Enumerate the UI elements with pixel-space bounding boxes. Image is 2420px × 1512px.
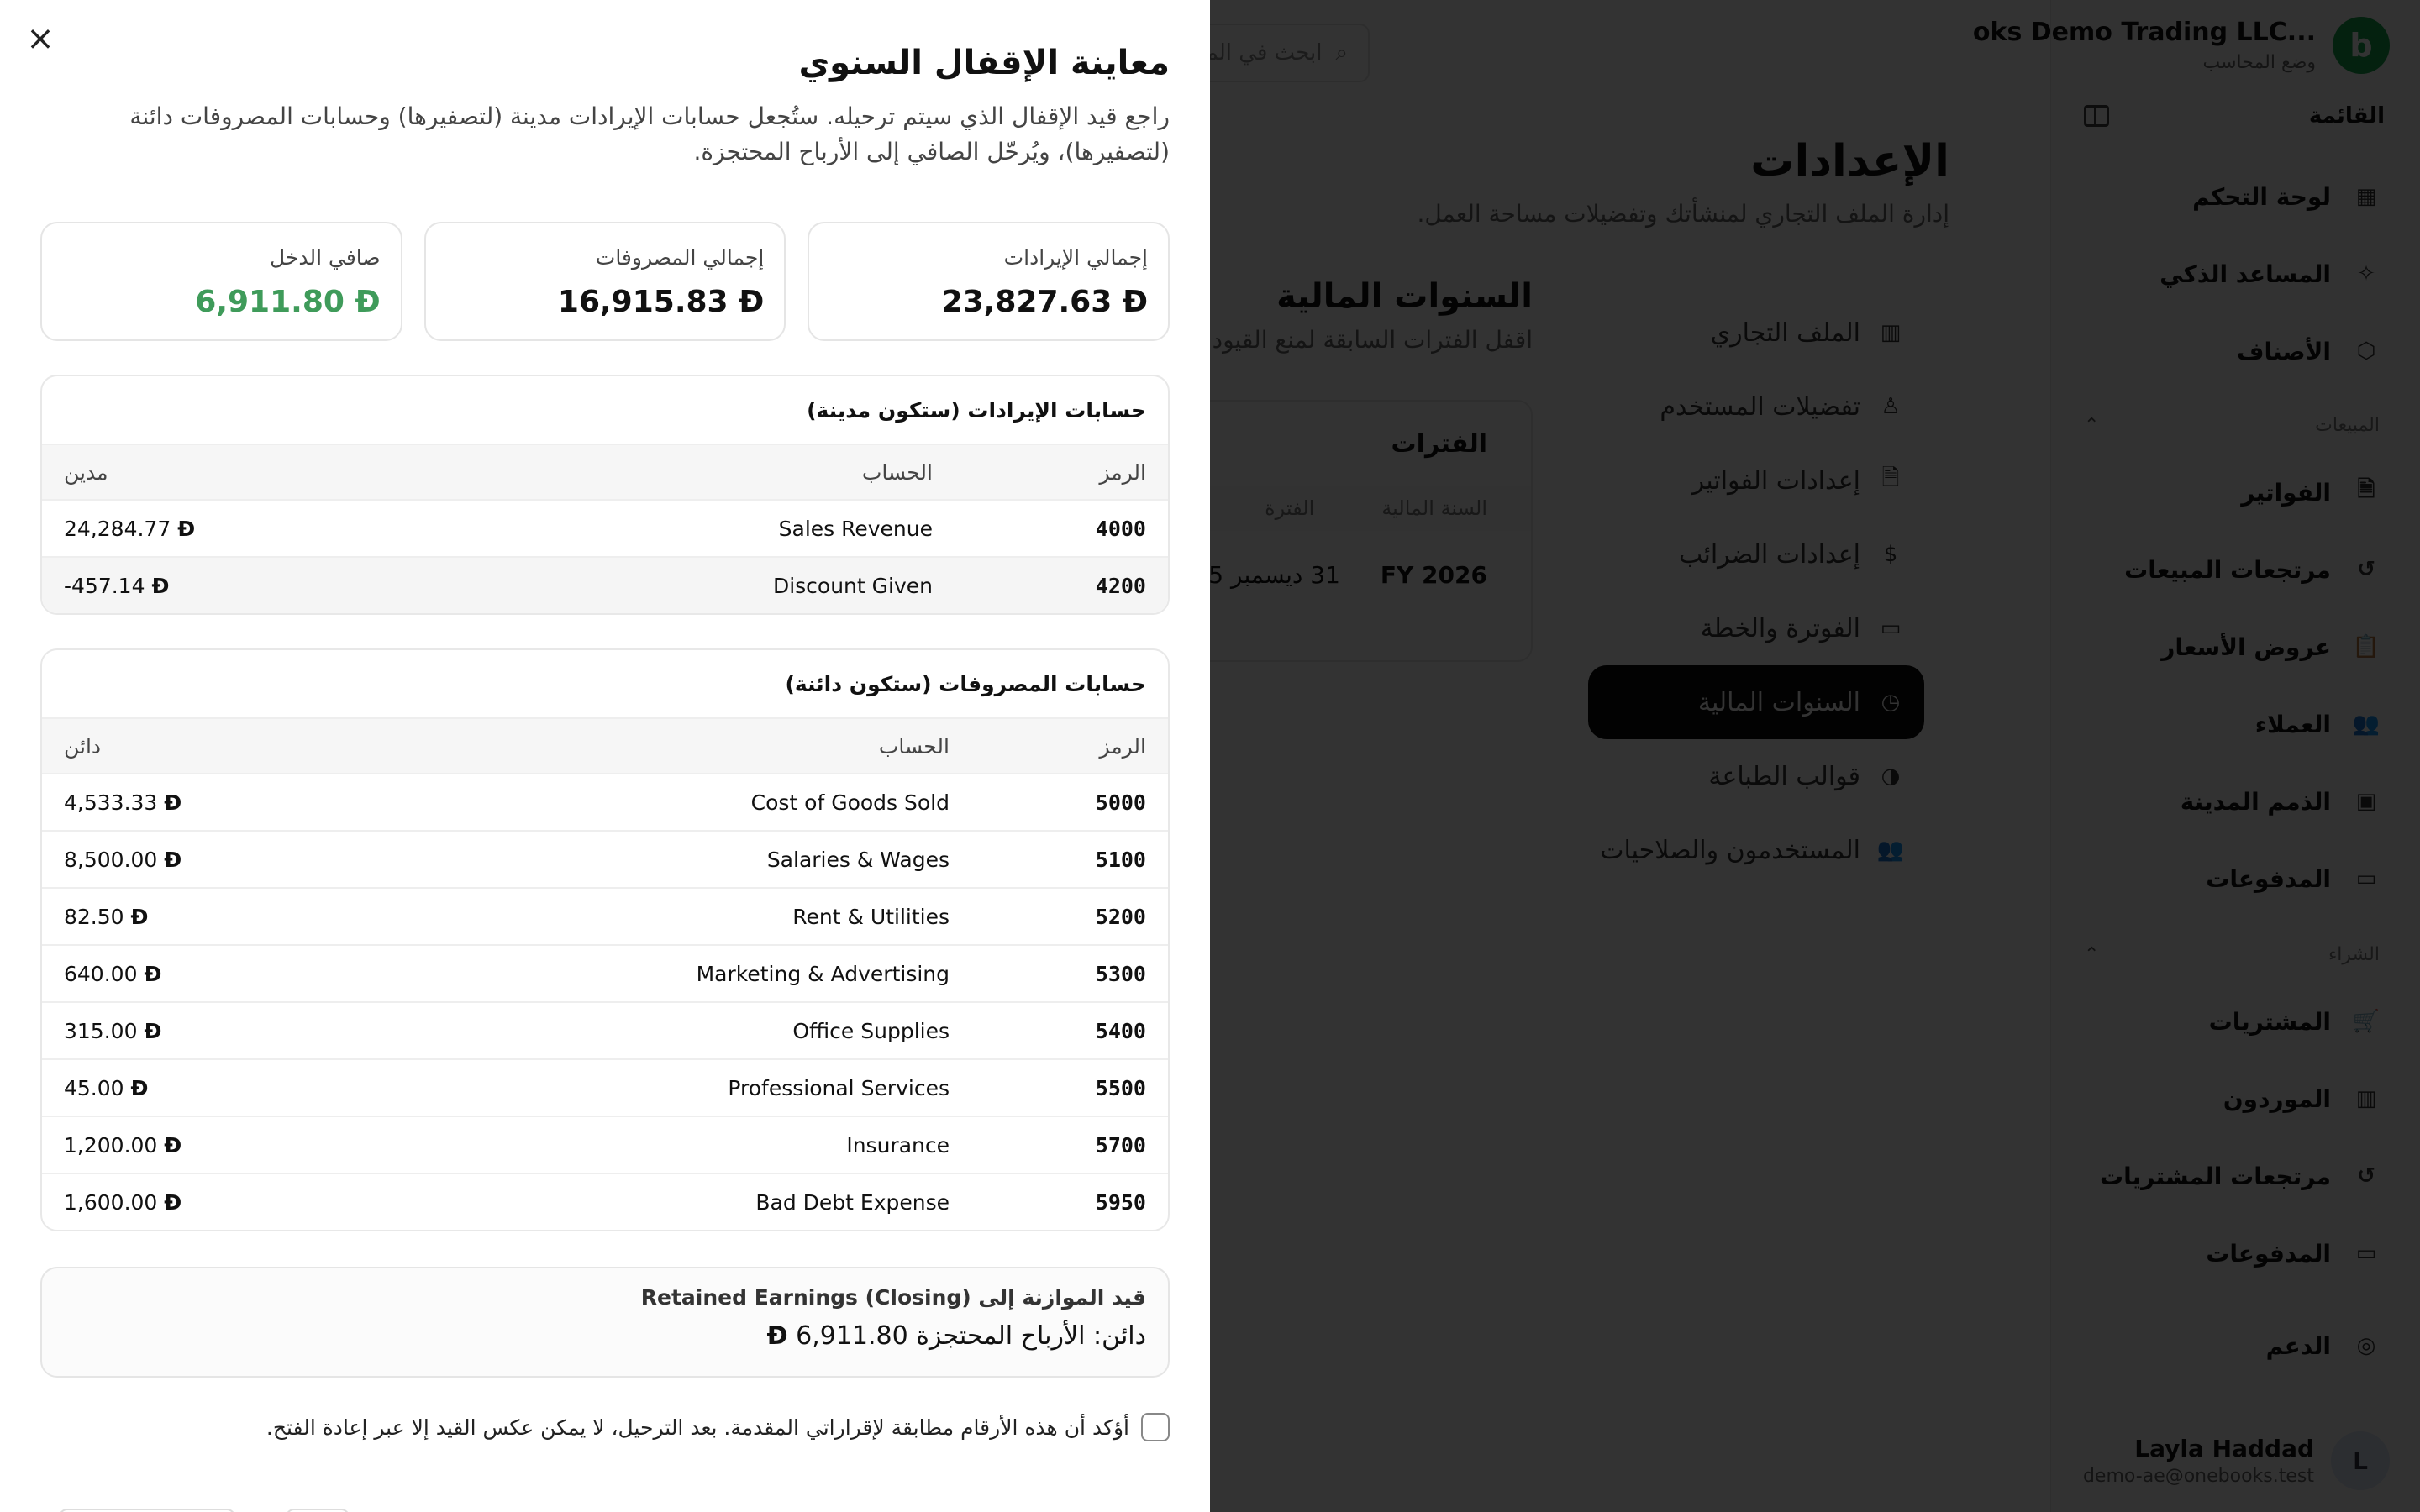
- currency-icon: Đ: [739, 285, 765, 319]
- account-code: 5100: [1095, 847, 1146, 872]
- balancing-entry-label: دائن: الأرباح المحتجزة: [916, 1321, 1146, 1351]
- header-amount: مدين: [64, 459, 108, 485]
- stat-card: [808, 222, 1170, 341]
- account-code: 5400: [1095, 1018, 1146, 1043]
- currency-icon: Đ: [1122, 285, 1148, 319]
- summary-stats: [40, 222, 1170, 341]
- account-name: Marketing & Advertising: [696, 961, 950, 986]
- amount-value: 640.00: [64, 961, 138, 986]
- account-code: 5200: [1095, 904, 1146, 929]
- account-name: Office Supplies: [792, 1018, 950, 1043]
- account-amount: [42, 574, 445, 598]
- account-code: 5300: [1095, 961, 1146, 986]
- amount-value: 45.00: [64, 1075, 124, 1100]
- account-amount: [42, 1190, 445, 1215]
- stat-value: [829, 285, 1148, 319]
- table-row: [42, 887, 1168, 944]
- table-title: حسابات المصروفات (ستكون دائنة): [42, 650, 1168, 719]
- table-header-row: [42, 719, 1168, 773]
- currency-icon: Đ: [164, 1132, 182, 1158]
- stat-card: [424, 222, 786, 341]
- balancing-entry-amount: Đ 6,911.80: [766, 1321, 908, 1351]
- header-code: الرمز: [1099, 733, 1146, 759]
- stat-amount: 6,911.80: [195, 285, 345, 319]
- account-amount: [42, 848, 445, 872]
- amount-value: 24,284.77: [64, 516, 171, 541]
- table-row: [42, 1173, 1168, 1230]
- balancing-entry-title: قيد الموازنة إلى Retained Earnings (Closing): [640, 1285, 1146, 1310]
- table-header-row: [42, 445, 1168, 499]
- account-amount: [42, 1076, 445, 1100]
- currency-icon: Đ: [130, 904, 149, 929]
- balancing-entry: [40, 1267, 1170, 1378]
- confirm-checkbox[interactable]: [1141, 1413, 1170, 1441]
- account-name: Salaries & Wages: [766, 847, 950, 872]
- amount-value: 82.50: [64, 904, 124, 929]
- account-code: 5500: [1095, 1075, 1146, 1100]
- table-row: [42, 499, 1168, 556]
- currency-icon: Đ: [766, 1321, 788, 1351]
- expense-accounts-table: [40, 648, 1170, 1231]
- header-amount: دائن: [64, 733, 102, 759]
- currency-icon: Đ: [144, 1018, 162, 1043]
- account-name: Cost of Goods Sold: [750, 790, 950, 815]
- header-account: الحساب: [861, 459, 933, 485]
- account-code: 4000: [1095, 516, 1146, 541]
- account-name: Bad Debt Expense: [755, 1189, 950, 1215]
- table-row: [42, 556, 1168, 613]
- confirm-text: أؤكد أن هذه الأرقام مطابقة لإقراراتي المقدمة. بعد الترحيل، لا يمكن عكس القيد إلا عبر إعادة الفتح.: [266, 1415, 1129, 1440]
- amount-value: 1,600.00: [64, 1189, 158, 1215]
- amount-value: 315.00: [64, 1018, 138, 1043]
- account-amount: [42, 1133, 445, 1158]
- modal-overlay[interactable]: [1210, 0, 2420, 1512]
- table-row: [42, 830, 1168, 887]
- dialog-title: معاينة الإقفال السنوي: [798, 44, 1170, 82]
- stat-card: [40, 222, 402, 341]
- account-amount: [42, 790, 445, 815]
- table-row: [42, 944, 1168, 1001]
- header-account: الحساب: [878, 733, 950, 759]
- account-amount: [42, 905, 445, 929]
- currency-icon: Đ: [164, 847, 182, 872]
- amount-value: 1,200.00: [64, 1132, 158, 1158]
- amount-value: 4,533.33: [64, 790, 158, 815]
- cancel-button[interactable]: [286, 1509, 350, 1512]
- account-code: 5950: [1095, 1189, 1146, 1215]
- account-name: Sales Revenue: [778, 516, 933, 541]
- post-button[interactable]: [59, 1509, 235, 1512]
- currency-icon: Đ: [151, 573, 170, 598]
- table-title: حسابات الإيرادات (ستكون مدينة): [42, 376, 1168, 445]
- currency-icon: Đ: [130, 1075, 149, 1100]
- balancing-entry-line: [64, 1321, 1146, 1351]
- confirm-checkbox-row[interactable]: [266, 1413, 1170, 1441]
- amount-value: 8,500.00: [64, 847, 158, 872]
- dialog-description: راجع قيد الإقفال الذي سيتم ترحيله. ستُجعل حسابات الإيرادات مدينة (لتصفيرها) وحسابات المصروفات دائنة (لتصفيرها)، ويُرحّل الصافي إلى الأرباح المحتجزة.: [129, 102, 1170, 165]
- account-amount: [42, 517, 445, 541]
- stat-label: إجمالي الإيرادات: [1003, 245, 1148, 270]
- stat-value: [62, 285, 381, 319]
- table-row: [42, 773, 1168, 830]
- stat-amount: 16,915.83: [557, 285, 729, 319]
- stat-label: صافي الدخل: [270, 245, 381, 270]
- account-name: Discount Given: [772, 573, 933, 598]
- account-amount: [42, 1019, 445, 1043]
- account-name: Insurance: [846, 1132, 950, 1158]
- account-amount: [42, 962, 445, 986]
- currency-icon: Đ: [177, 516, 196, 541]
- account-code: 4200: [1095, 573, 1146, 598]
- header-code: الرمز: [1099, 459, 1146, 485]
- account-name: Rent & Utilities: [792, 904, 950, 929]
- account-code: 5700: [1095, 1132, 1146, 1158]
- table-row: [42, 1001, 1168, 1058]
- account-code: 5000: [1095, 790, 1146, 815]
- stat-value: [446, 285, 765, 319]
- revenue-accounts-table: [40, 375, 1170, 615]
- table-row: [42, 1116, 1168, 1173]
- currency-icon: Đ: [144, 961, 162, 986]
- stat-label: إجمالي المصروفات: [595, 245, 765, 270]
- currency-icon: Đ: [355, 285, 381, 319]
- account-name: Professional Services: [728, 1075, 950, 1100]
- stat-amount: 23,827.63: [941, 285, 1113, 319]
- currency-icon: Đ: [164, 1189, 182, 1215]
- table-row: [42, 1058, 1168, 1116]
- amount-value: -457.14: [64, 573, 145, 598]
- close-icon[interactable]: ×: [26, 19, 55, 58]
- currency-icon: Đ: [164, 790, 182, 815]
